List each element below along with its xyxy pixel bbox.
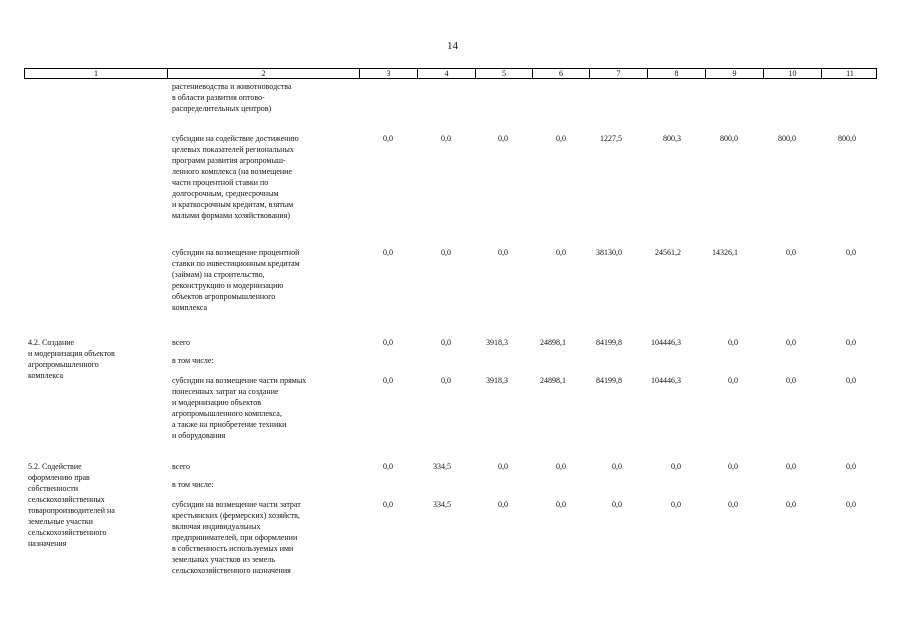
cell-s42-sub-col-8: 104446,3 [651,376,681,385]
cell-s42-sub-col-5: 3918,3 [486,376,508,385]
row-description-sub-target: субсидии на содействие достижению целевых показателей региональных программ развития агропромыш- ленного комплекса (на возмещение части процентной ставки по долгосрочным, среднесрочным и краткосрочным кредитам, взятым малыми формами хозяйствования) [172,134,299,220]
cell-s52-total-col-8: 0,0 [671,462,681,471]
cell-s42-total-col-6: 24898,1 [540,338,566,347]
cell-s52-total-col-4: 334,5 [433,462,451,471]
cell-s52-total-col-9: 0,0 [728,462,738,471]
table-header-row [24,68,877,79]
cell-s52-sub-col-5: 0,0 [498,500,508,509]
cell-sub-invest-col-9: 14326,1 [712,248,738,257]
cell-s52-sub-col-3: 0,0 [383,500,393,509]
cell-s42-total-col-3: 0,0 [383,338,393,347]
cell-s52-sub-col-6: 0,0 [556,500,566,509]
cell-s42-total-col-10: 0,0 [786,338,796,347]
cell-sub-target-col-8: 800,3 [663,134,681,143]
cell-sub-target-col-9: 800,0 [720,134,738,143]
cell-s52-sub-col-4: 334,5 [433,500,451,509]
cell-s52-sub-col-8: 0,0 [671,500,681,509]
header-col-9: 9 [705,69,763,78]
cell-sub-invest-col-5: 0,0 [498,248,508,257]
row-description-sub-invest: субсидии на возмещение процентной ставки по инвестиционным кредитам (займам) на строительство, реконструкцию и модернизацию объектов агропромышленного комплекса [172,248,300,312]
row-description-cont: растениеводства и животноводства в области развития оптово- распределительных центров) [172,82,292,113]
header-col-7: 7 [589,69,647,78]
cell-sub-target-col-7: 1227,5 [600,134,622,143]
cell-s42-sub-col-10: 0,0 [786,376,796,385]
cell-s42-total-col-9: 0,0 [728,338,738,347]
cell-s52-sub-col-11: 0,0 [846,500,856,509]
cell-sub-invest-col-6: 0,0 [556,248,566,257]
cell-s52-total-col-6: 0,0 [556,462,566,471]
cell-sub-target-col-5: 0,0 [498,134,508,143]
row-description-s42-sub: субсидии на возмещение части прямых понесенных затрат на создание и модернизацию объектов агропромышленного комплекса, а также на приобретение техники и оборудования [172,376,307,440]
header-col-3: 3 [359,69,417,78]
header-col-6: 6 [532,69,589,78]
header-col-1: 1 [94,69,98,78]
cell-s42-sub-col-6: 24898,1 [540,376,566,385]
cell-sub-invest-col-10: 0,0 [786,248,796,257]
section-title-4-2: 4.2. Создание и модернизация объектов агропромышленного комплекса [28,338,115,380]
cell-s52-total-col-7: 0,0 [612,462,622,471]
row-description-s42-total: всего [172,338,191,347]
section-title-5-2: 5.2. Содействие оформлению прав собственности сельскохозяйственных товаропроизводителей на земельные участки сельскохозяйственного назначения [28,462,115,548]
cell-s42-total-col-8: 104446,3 [651,338,681,347]
header-col-2: 2 [167,69,359,78]
header-col-10: 10 [763,69,821,78]
cell-sub-target-col-6: 0,0 [556,134,566,143]
cell-sub-invest-col-3: 0,0 [383,248,393,257]
header-col-8: 8 [647,69,705,78]
cell-s52-sub-col-10: 0,0 [786,500,796,509]
page-number: 14 [447,40,458,52]
cell-s52-total-col-10: 0,0 [786,462,796,471]
cell-s42-total-col-5: 3918,3 [486,338,508,347]
row-description-s42-incl: в том числе: [172,356,214,365]
cell-s52-total-col-11: 0,0 [846,462,856,471]
cell-sub-target-col-10: 800,0 [778,134,796,143]
row-description-s52-total: всего [172,462,191,471]
cell-sub-target-col-4: 0,0 [441,134,451,143]
cell-sub-invest-col-8: 24561,2 [655,248,681,257]
cell-s42-total-col-4: 0,0 [441,338,451,347]
cell-sub-invest-col-7: 38130,0 [596,248,622,257]
row-description-s52-incl: в том числе: [172,480,214,489]
cell-s52-sub-col-9: 0,0 [728,500,738,509]
cell-s42-sub-col-3: 0,0 [383,376,393,385]
cell-s52-total-col-5: 0,0 [498,462,508,471]
cell-s42-total-col-7: 84199,8 [596,338,622,347]
cell-s42-sub-col-11: 0,0 [846,376,856,385]
cell-s42-sub-col-9: 0,0 [728,376,738,385]
cell-sub-target-col-3: 0,0 [383,134,393,143]
cell-s42-sub-col-4: 0,0 [441,376,451,385]
header-col-5: 5 [475,69,532,78]
cell-sub-invest-col-4: 0,0 [441,248,451,257]
cell-s52-sub-col-7: 0,0 [612,500,622,509]
cell-sub-invest-col-11: 0,0 [846,248,856,257]
header-col-4: 4 [417,69,475,78]
cell-s42-sub-col-7: 84199,8 [596,376,622,385]
cell-s42-total-col-11: 0,0 [846,338,856,347]
header-col-11: 11 [821,69,878,78]
cell-sub-target-col-11: 800,0 [838,134,856,143]
cell-s52-total-col-3: 0,0 [383,462,393,471]
row-description-s52-sub: субсидии на возмещение части затрат крестьянских (фермерских) хозяйств, включая индивидуальных предпринимателей, при оформлении в собственность используемых ими земельных участков из земель сельскохозяйственного назначения [172,500,301,575]
